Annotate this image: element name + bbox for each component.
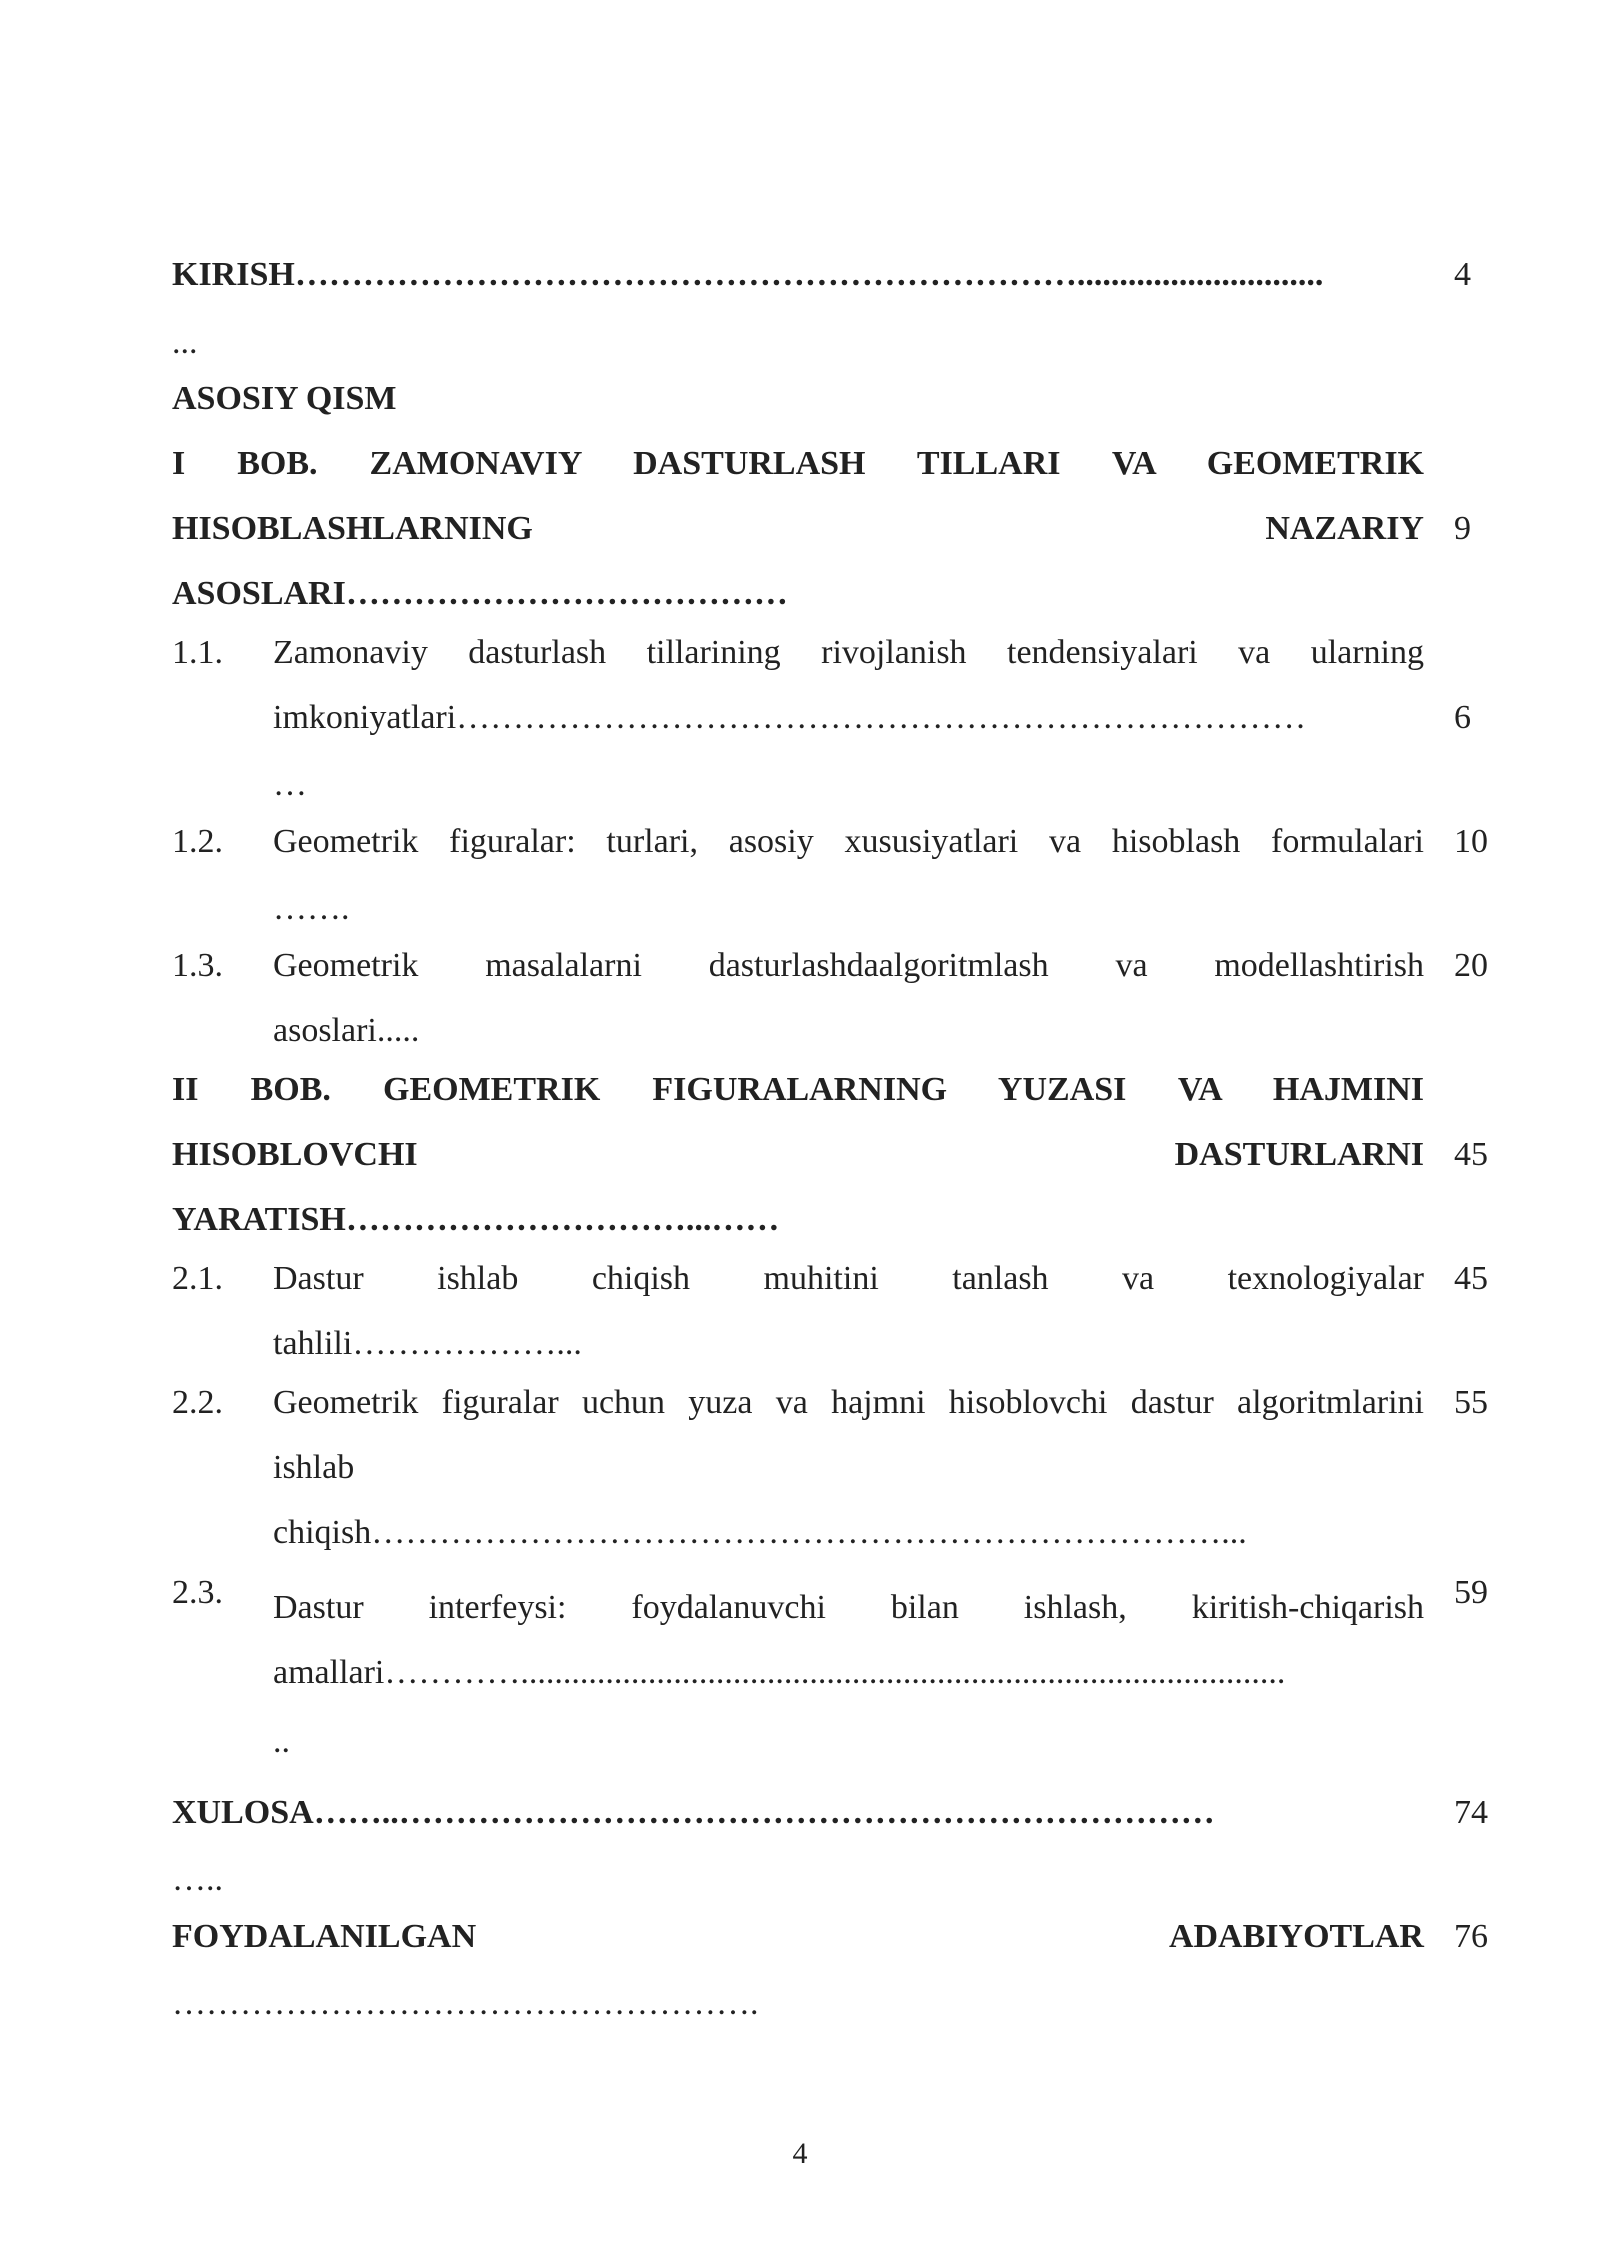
toc-bob1-line3: ASOSLARI………………………………… (172, 575, 788, 612)
toc-adabiyot-page: 76 (1454, 1918, 1488, 1955)
toc-s1-2-num: 1.2. (172, 823, 223, 860)
toc-s2-2-line2: ishlab (273, 1449, 355, 1486)
toc-xulosa-title: XULOSA……..……………………………………………………………… (172, 1794, 1215, 1831)
toc-s2-2-line3: chiqish…………………………………………………………………... (273, 1514, 1247, 1551)
toc-kirish-title: KIRISH……………………………………………………………............................. (172, 256, 1324, 293)
toc-s2-1-num: 2.1. (172, 1260, 223, 1297)
toc-s1-2-line1: Geometrik figuralar: turlari, asosiy xususiyatlari va hisoblash formulalari (273, 823, 1424, 860)
toc-bob1-line2-right: NAZARIY (1265, 510, 1424, 547)
toc-s2-1-page: 45 (1454, 1260, 1488, 1297)
toc-s1-2-line2: ……. (273, 890, 350, 927)
toc-s2-2-line1: Geometrik figuralar uchun yuza va hajmni hisoblovchi dastur algoritmlarini (273, 1384, 1424, 1421)
toc-s1-1-num: 1.1. (172, 634, 223, 671)
toc-s1-1-line3: … (273, 766, 307, 803)
toc-kirish-dots: ... (172, 324, 198, 361)
toc-s1-1-line1: Zamonaviy dasturlash tillarining rivojlanish tendensiyalari va ularning (273, 634, 1424, 671)
toc-adabiyot-dots: ……………………………………………. (172, 1985, 759, 2022)
toc-s2-3-page: 59 (1454, 1574, 1488, 1611)
toc-bob1-line2-left: HISOBLASHLARNING (172, 510, 533, 547)
toc-s2-2-num: 2.2. (172, 1384, 223, 1421)
toc-s1-1-line2: imkoniyatlari………………………………………………………………… (273, 699, 1307, 736)
toc-s2-3-num: 2.3. (172, 1574, 223, 1611)
toc-bob1-line1: I BOB. ZAMONAVIY DASTURLASH TILLARI VA GEOMETRIK (172, 445, 1424, 482)
toc-s1-3-page: 20 (1454, 947, 1488, 984)
toc-bob2-line2-right: DASTURLARNI (1174, 1136, 1424, 1173)
toc-s2-3-line3: .. (273, 1723, 290, 1760)
toc-bob2-line1: II BOB. GEOMETRIK FIGURALARNING YUZASI VA HAJMINI (172, 1071, 1424, 1108)
toc-s2-3-line1: Dastur interfeysi: foydalanuvchi bilan ishlash, kiritish-chiqarish (273, 1589, 1424, 1626)
toc-xulosa-dots: ….. (172, 1861, 223, 1898)
toc-bob2-line3: YARATISH…………………………...…… (172, 1201, 780, 1238)
toc-s1-2-page: 10 (1454, 823, 1488, 860)
toc-asosiy-qism: ASOSIY QISM (172, 380, 397, 417)
toc-adabiyot-right: ADABIYOTLAR (1168, 1918, 1424, 1955)
toc-s1-3-line2: asoslari..... (273, 1012, 420, 1049)
toc-s2-3-line2: amallari………….......................................................................................... (273, 1654, 1286, 1691)
toc-s2-2-page: 55 (1454, 1384, 1488, 1421)
toc-xulosa-page: 74 (1454, 1794, 1488, 1831)
toc-s2-1-line1: Dastur ishlab chiqish muhitini tanlash va texnologiyalar (273, 1260, 1424, 1297)
toc-s1-1-page: 6 (1454, 699, 1471, 736)
toc-s1-3-num: 1.3. (172, 947, 223, 984)
toc-s1-3-line1: Geometrik masalalarni dasturlashdaalgoritmlash va modellashtirish (273, 947, 1424, 984)
toc-kirish-page: 4 (1454, 256, 1471, 293)
toc-bob1-page: 9 (1454, 510, 1471, 547)
footer-page-number: 4 (792, 2137, 808, 2170)
toc-bob2-page: 45 (1454, 1136, 1488, 1173)
toc-bob2-line2-left: HISOBLOVCHI (172, 1136, 418, 1173)
toc-adabiyot-left: FOYDALANILGAN (172, 1918, 477, 1955)
toc-s2-1-line2: tahlili………………... (273, 1325, 582, 1362)
